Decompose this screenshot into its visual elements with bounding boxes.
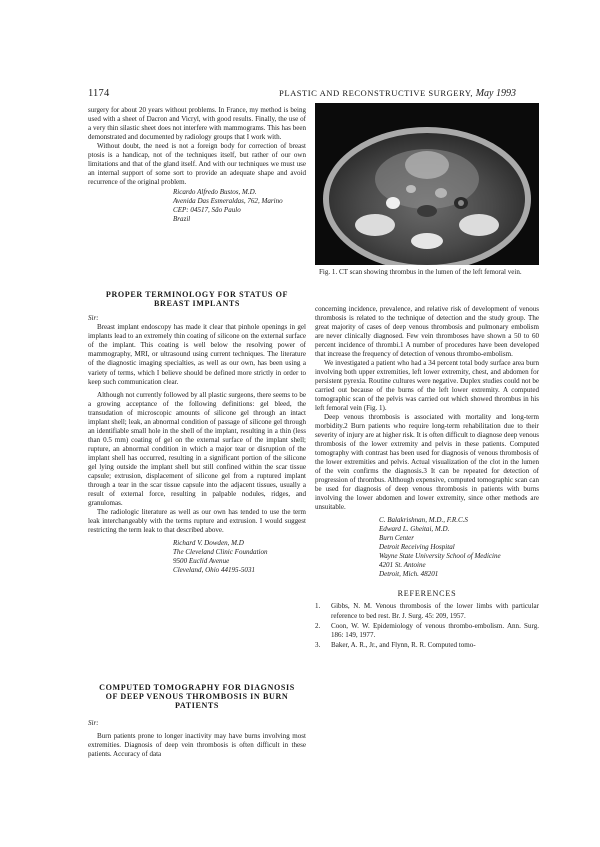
ct-scan-figure: [315, 103, 539, 265]
signature-line: The Cleveland Clinic Foundation: [173, 547, 268, 556]
title-line: BREAST IMPLANTS: [154, 299, 240, 309]
signature-line: C. Balakrishnan, M.D., F.R.C.S: [379, 516, 468, 525]
letter-2-title: [88, 290, 306, 308]
reference-item: [315, 641, 539, 650]
signature-line: 4201 St. Antoine: [379, 561, 426, 570]
reference-item: [315, 622, 539, 640]
signature-line: Richard V. Dowden, M.D: [173, 538, 244, 547]
reference-number: 1.: [315, 602, 321, 611]
letter-3-title: [88, 683, 306, 711]
letter-3-continuation: [315, 305, 539, 651]
salutation: Sir:: [88, 314, 99, 323]
reference-text: Coon, W. W. Epidemiology of venous thrombo-embolism. Ann. Surg. 186: 149, 1977.: [331, 621, 539, 639]
signature-line: Ricardo Alfredo Bustos, M.D.: [173, 188, 257, 197]
figure-caption: Fig. 1. CT scan showing thrombus in the lumen of the left femoral vein.: [319, 268, 522, 276]
reference-text: Gibbs, N. M. Venous thrombosis of the lower limbs with particular reference to bed rest. Br. J. Surg. 45: 209, 1957.: [331, 602, 539, 620]
letter-3-paragraph: concerning incidence, prevalence, and relative risk of development of venous thrombosis is related to the technique of detection and the study group. The great majority of cases of deep venous thrombosis and pulmonary embolism are never clinically diagnosed. Few vein thromboses have shown a 50 to 60 percent incidence of thrombi.1 A number of procedures have been developed that increase the frequency of detection of venous thrombo-embolism.: [315, 305, 539, 359]
signature-line: Wayne State University School of Medicine: [379, 552, 501, 561]
letter-2-paragraph: The radiologic literature as well as our own has tended to use the term leak interchangeably with the terms rupture and extrusion. I would suggest restricting the term leak to that described above.: [88, 507, 306, 534]
reference-item: [315, 602, 539, 620]
letter-1-paragraph: Without doubt, the need is not a foreign body for correction of breast ptosis is a handicap, not of the techniques itself, but rather of our own limitations and that of the gland itself. And with our techniques we must use an internal support of some sort to provide an adequate shape and avoid recurrence of the original problem.: [88, 142, 306, 187]
journal-title: PLASTIC AND RECONSTRUCTIVE SURGERY,: [279, 88, 474, 98]
signature-line: Avenida Das Esmeraldas, 762, Marino: [173, 197, 283, 206]
signature-line: Detroit, Mich. 48201: [379, 570, 439, 579]
salutation: Sir:: [88, 718, 99, 727]
letter-3-paragraph: We investigated a patient who had a 34 percent total body surface area burn involving both upper extremities, left lower extremity, chest, and abdomen for persistent pyrexia. Routine cultures were negative. Duplex studies could not be carried out because of the burns of the left lower extremity. A computed tomographic scan of the pelvis was carried out which showed thrombus in his left femoral vein (Fig. 1).: [315, 359, 539, 413]
title-line: PROPER TERMINOLOGY FOR STATUS OF: [105, 290, 289, 299]
signature-line: Edward L. Gheitai, M.D.: [379, 525, 450, 534]
letter-3-paragraph: Burn patients prone to longer inactivity may have burns involving most extremities. Diagnosis of deep vein thrombosis is often difficult in these patients. Accuracy of data: [88, 731, 306, 758]
references-title: REFERENCES: [397, 589, 457, 599]
letter-1-continuation: [88, 106, 306, 224]
letter-2-paragraph: Breast implant endoscopy has made it clear that pinhole openings in gel implants lead to an extremely thin coating of silicone on the external surface of the implant. This coating is well below the resolving power of mammography, MRI, or ultrasound using current techniques. The literature of the diagnostic imaging specialties, as well as our own, has been using a variety of terms, which I believe should be defined more strictly in order to keep such communication clear.: [88, 323, 306, 386]
running-head: [279, 88, 516, 99]
signature-line: Cleveland, Ohio 44195-5031: [173, 565, 256, 574]
reference-number: 3.: [315, 640, 321, 649]
reference-number: 2.: [315, 621, 321, 630]
signature-line: 9500 Euclid Avenue: [173, 556, 230, 565]
title-line: PATIENTS: [174, 701, 220, 711]
page-number: 1174: [88, 88, 110, 99]
issue-date: May 1993: [475, 88, 516, 99]
signature-line: Burn Center: [379, 534, 415, 543]
title-line: COMPUTED TOMOGRAPHY FOR DIAGNOSIS: [99, 683, 295, 692]
letter-2-paragraph: Although not currently followed by all plastic surgeons, there seems to be a growing acceptance of the following definitions: gel bleed, the transudation of microscopic amounts of silicone gel through an intact implant shell; leak, an abnormal condition of passage of silicone gel through an identifiable small hole in the shell of the implant, resulting in a thin (less than 0.5 mm) coating of gel on the external surface of the implant shell; rupture, an abnormal condition in which a major tear or disruption of the implant shell has occurred, resulting in a significant portion of the silicone gel lying outside the implant shell but still confined within the scar tissue capsule; extrusion, displacement of silicone gel from a ruptured implant through a tear in the scar tissue capsule into the adjacent tissues, usually a result of external force, resulting in palpable nodules, ridges, and granulomas.: [88, 390, 306, 507]
letter-3-start: [88, 683, 306, 759]
reference-text: Baker, A. R., Jr., and Flynn, R. R. Computed tomo-: [331, 640, 476, 649]
signature-line: CEP: 04517, São Paulo: [173, 206, 241, 215]
signature-line: Brazil: [173, 215, 191, 224]
signature-line: Detroit Receiving Hospital: [379, 543, 455, 552]
ct-scan-image: [315, 103, 539, 265]
letter-1-paragraph: surgery for about 20 years without problems. In France, my method is being used with a sheet of Dacron and Vicryl, with good results. Finally, the use of a very thin silastic sheet does not interfere with mammograms. This has been demonstrated and documented by radiology groups that I work with.: [88, 106, 306, 142]
title-line: OF DEEP VENOUS THROMBOSIS IN BURN: [105, 692, 289, 702]
letter-3-paragraph: Deep venous thrombosis is associated with mortality and long-term morbidity.2 Burn patients who require long-term rehabilitation due to their severity of injury are at higher risk. It is often difficult to diagnose deep venous thrombosis of the lower extremity and pelvis in these patients. Computed tomography with contrast has been used for diagnosis of venous thrombosis of the lower extremities and pelvis. Actual visualization of the clot in the lumen of the vein confirms the diagnosis.3 It can be repeated for detection of progression of thrombus. Although expensive, computed tomographic scan can be used for diagnosis of deep venous thrombosis in patients with burns involving the lower abdomen and lower extremity, since other methods are unsuitable.: [315, 413, 539, 512]
letter-2: [88, 290, 306, 575]
